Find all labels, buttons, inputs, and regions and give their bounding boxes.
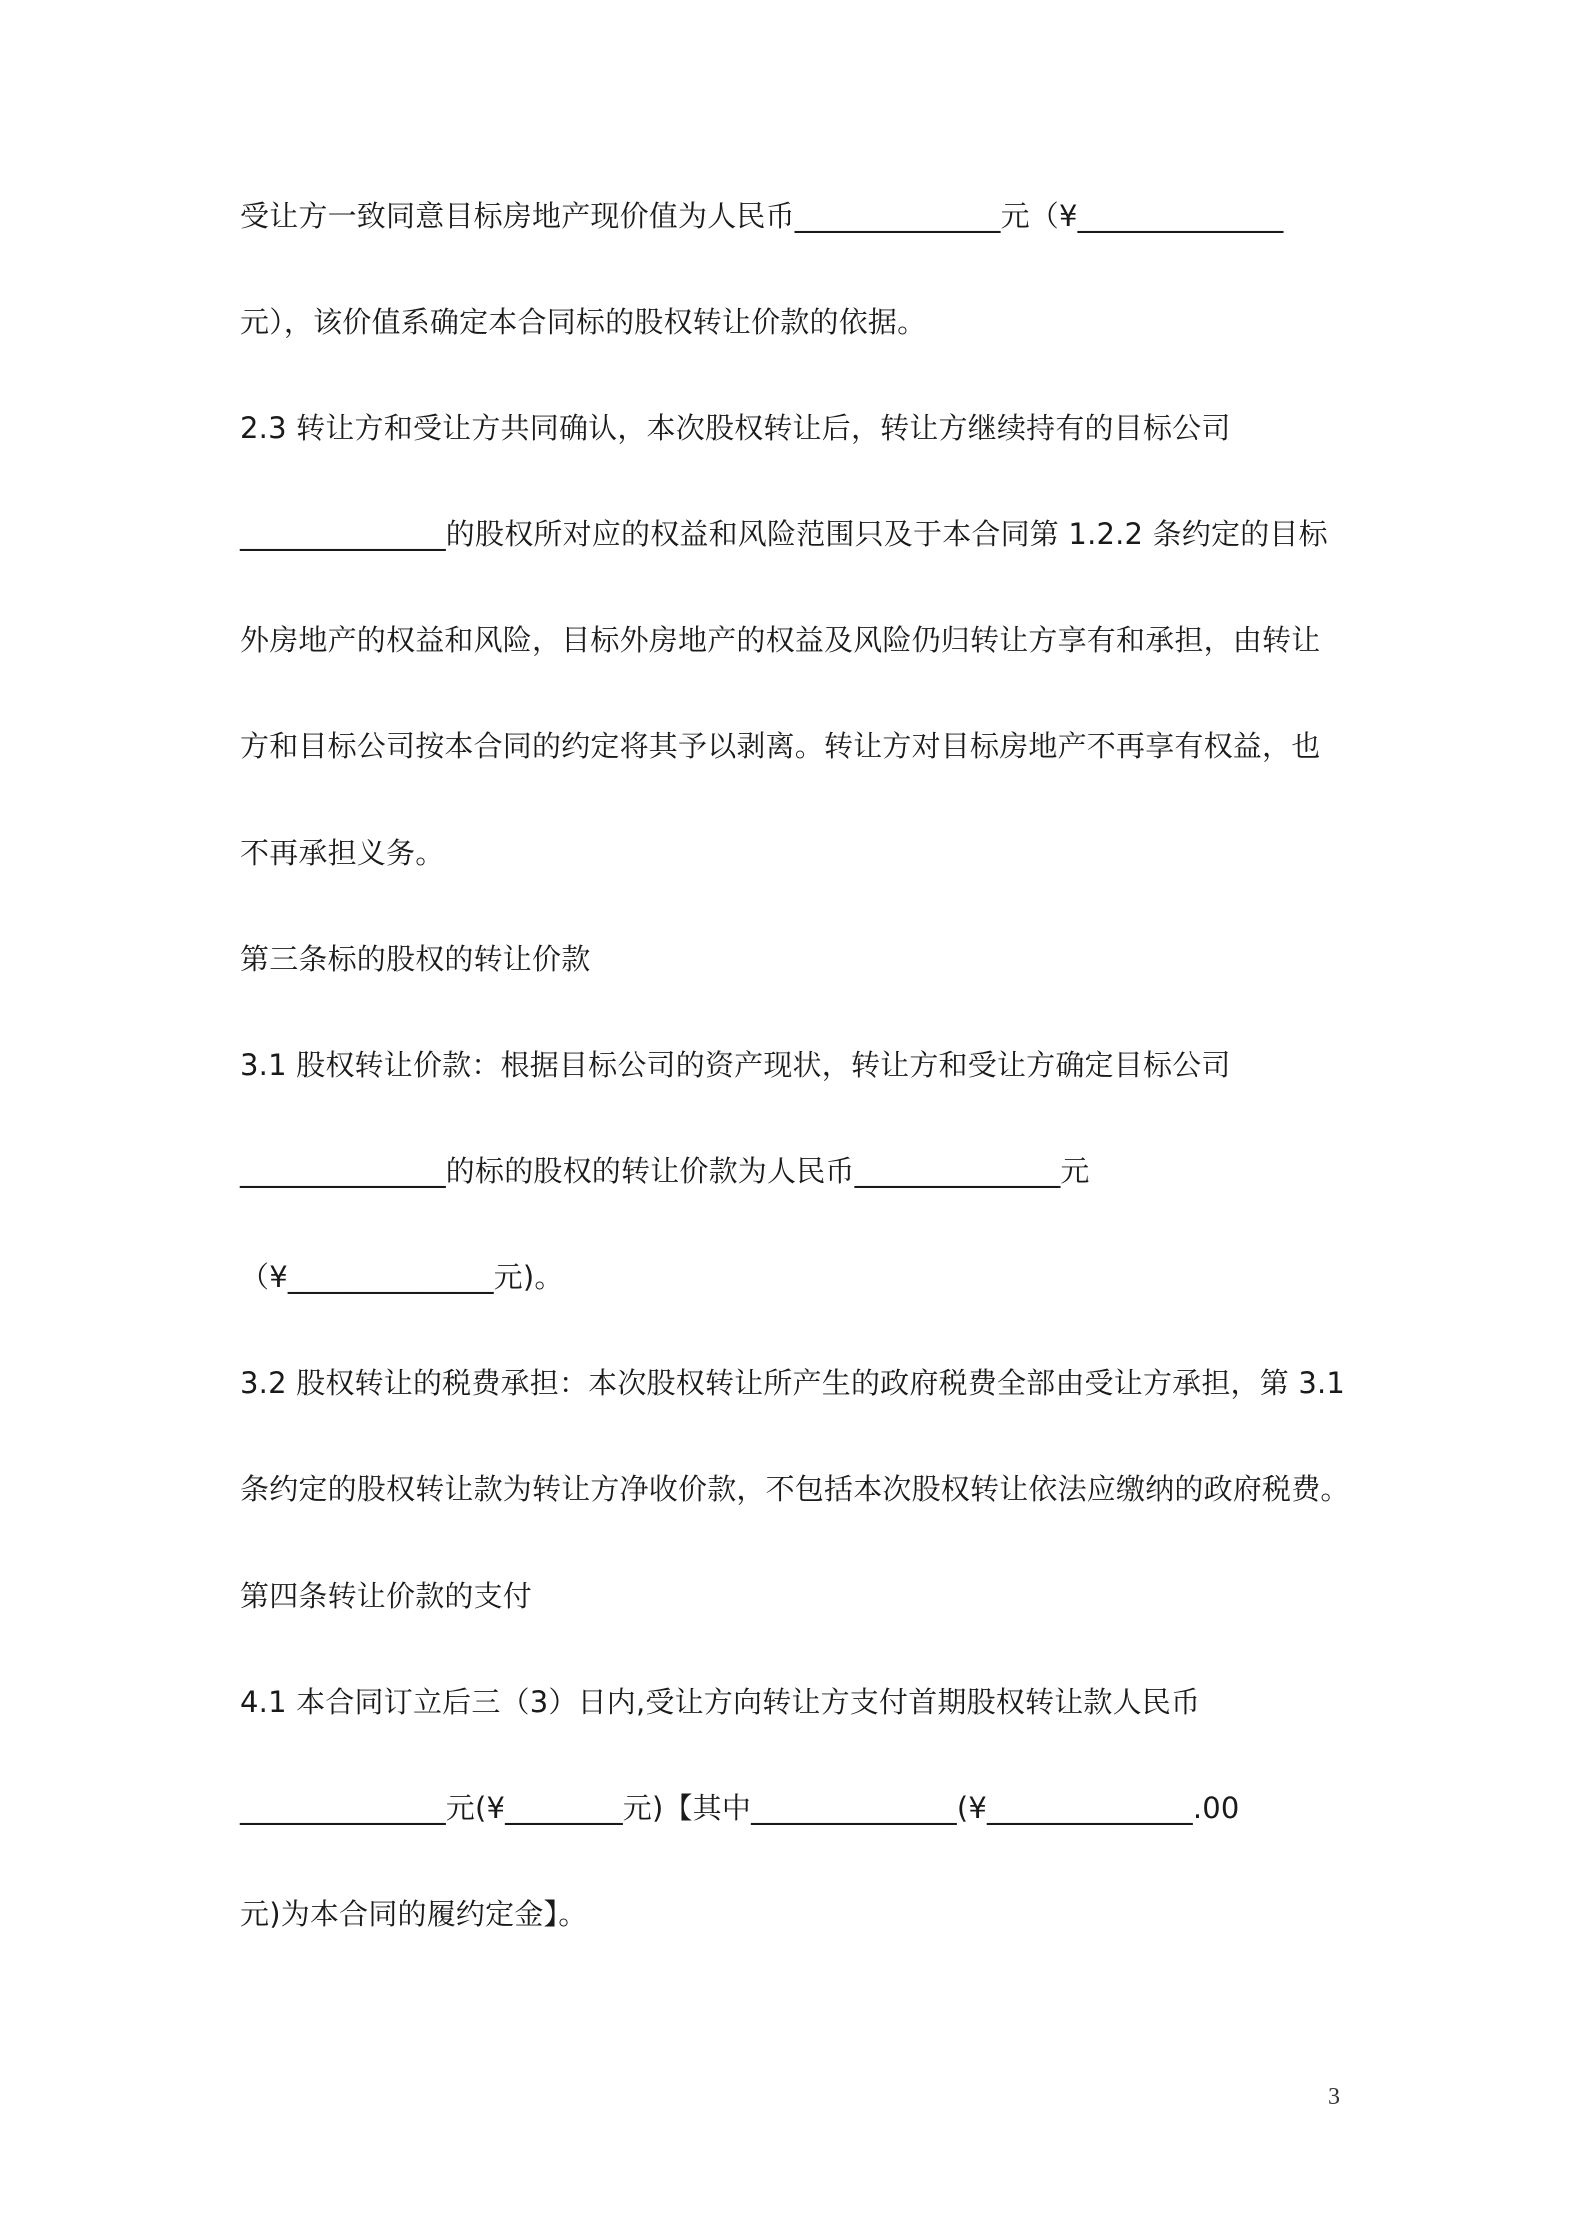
paragraph-line: 方和目标公司按本合同的约定将其予以剥离。转让方对目标房地产不再享有权益，也 xyxy=(240,729,1321,763)
paragraph-line: （¥______________元)。 xyxy=(240,1260,564,1294)
paragraph-line: ______________的股权所对应的权益和风险范围只及于本合同第 1.2.2 条约定的目标 xyxy=(240,517,1328,551)
page-number: 3 xyxy=(1328,2084,1340,2110)
paragraph-line: 受让方一致同意目标房地产现价值为人民币______________元（¥______________ xyxy=(240,199,1284,233)
paragraph-line: 元），该价值系确定本合同标的股权转让价款的依据。 xyxy=(240,305,927,339)
paragraph-line: ______________元(¥________元)【其中______________(¥______________.00 xyxy=(240,1791,1240,1825)
paragraph-line: 不再承担义务。 xyxy=(240,836,445,870)
clause-2-3-line: 2.3 转让方和受让方共同确认，本次股权转让后，转让方继续持有的目标公司 xyxy=(240,411,1231,445)
clause-3-1-line: 3.1 股权转让价款：根据目标公司的资产现状，转让方和受让方确定目标公司 xyxy=(240,1048,1231,1082)
paragraph-line: 条约定的股权转让款为转让方净收价款，不包括本次股权转让依法应缴纳的政府税费。 xyxy=(240,1472,1350,1506)
section-heading-article-4: 第四条转让价款的支付 xyxy=(240,1579,533,1613)
paragraph-line: ______________的标的股权的转让价款为人民币______________元 xyxy=(240,1154,1090,1188)
paragraph-line: 元)为本合同的履约定金】。 xyxy=(240,1897,588,1931)
clause-3-2-line: 3.2 股权转让的税费承担：本次股权转让所产生的政府税费全部由受让方承担，第 3.1 xyxy=(240,1366,1346,1400)
section-heading-article-3: 第三条标的股权的转让价款 xyxy=(240,942,591,976)
paragraph-line: 外房地产的权益和风险，目标外房地产的权益及风险仍归转让方享有和承担，由转让 xyxy=(240,623,1321,657)
clause-4-1-line: 4.1 本合同订立后三（3）日内,受让方向转让方支付首期股权转让款人民币 xyxy=(240,1685,1201,1719)
